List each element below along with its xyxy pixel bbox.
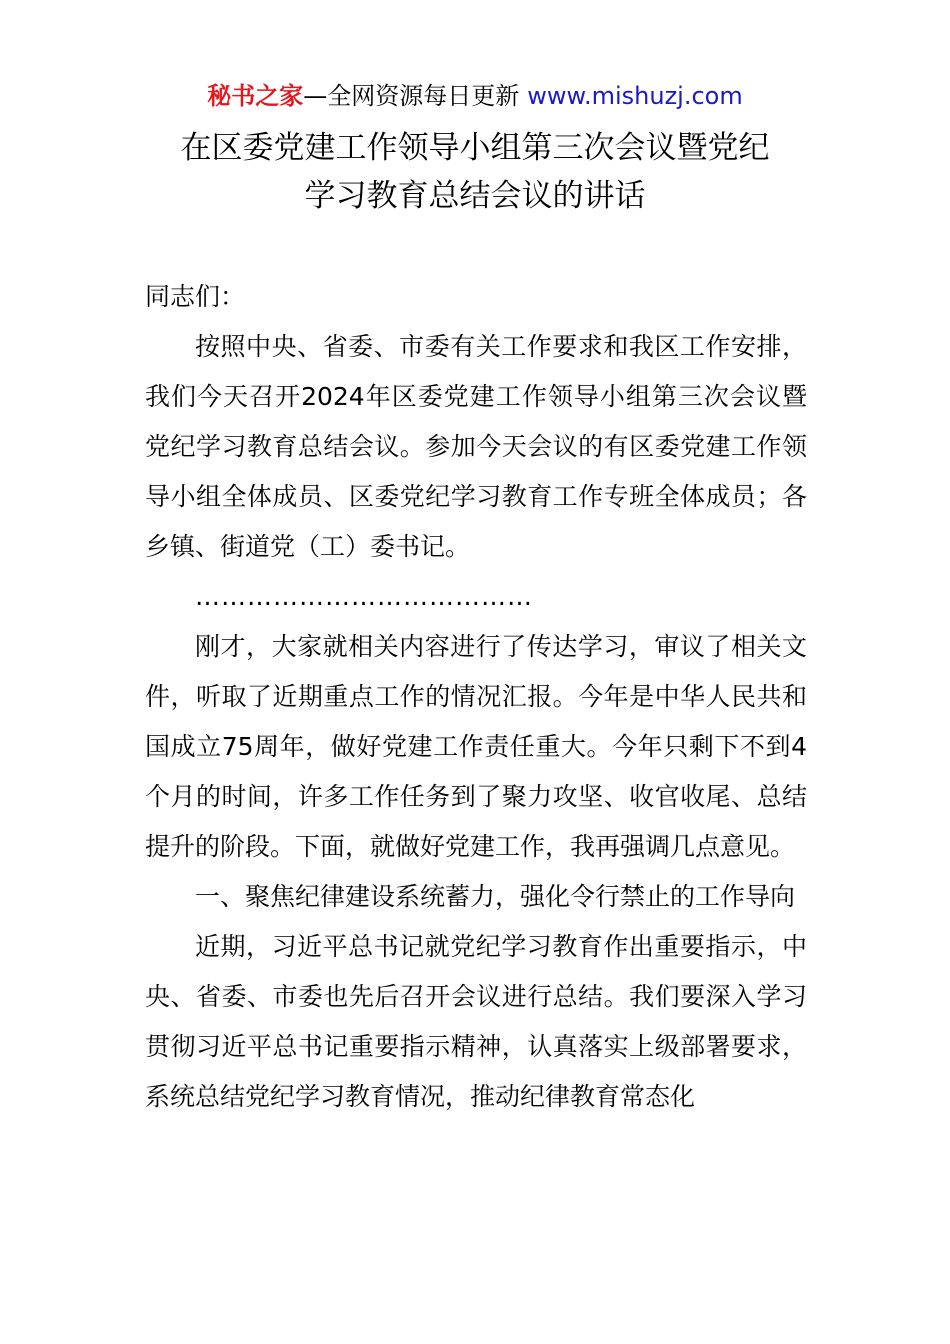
site-url-link[interactable]: www.mishuzj.com bbox=[527, 82, 743, 110]
paragraph-intro: 按照中央、省委、市委有关工作要求和我区工作安排，我们今天召开2024年区委党建工作领导小组第三次会议暨党纪学习教育总结会议。参加今天会议的有区委党建工作领导小组全体成员、区委党纪学习教育工作专班全体成员；各乡镇、街道党（工）委书记。 bbox=[145, 332, 807, 561]
document-title-line-1: 在区委党建工作领导小组第三次会议暨党纪 bbox=[180, 130, 770, 166]
site-header bbox=[0, 80, 950, 112]
section-heading-1: 一、聚焦纪律建设系统蓄力，强化令行禁止的工作导向 bbox=[195, 882, 796, 911]
site-brand: 秘书之家 bbox=[207, 82, 304, 110]
paragraph-context: 刚才，大家就相关内容进行了传达学习，审议了相关文件，听取了近期重点工作的情况汇报。今年是中华人民共和国成立75周年，做好党建工作责任重大。今年只剩下不到4个月的时间，许多工作任务到了聚力攻坚、收官收尾、总结提升的阶段。下面，就做好党建工作，我再强调几点意见。 bbox=[145, 632, 807, 861]
document-title-line-2: 学习教育总结会议的讲话 bbox=[304, 178, 646, 214]
paragraph-section-1: 近期，习近平总书记就党纪学习教育作出重要指示，中央、省委、市委也先后召开会议进行总结。我们要深入学习贯彻习近平总书记重要指示精神，认真落实上级部署要求，系统总结党纪学习教育情况，推动纪律教育常态化 bbox=[145, 932, 807, 1111]
site-tagline: —全网资源每日更新 bbox=[303, 82, 520, 110]
document-body bbox=[145, 272, 807, 1122]
ellipsis-separator: ………………………………… bbox=[195, 582, 533, 611]
salutation: 同志们： bbox=[145, 282, 246, 311]
